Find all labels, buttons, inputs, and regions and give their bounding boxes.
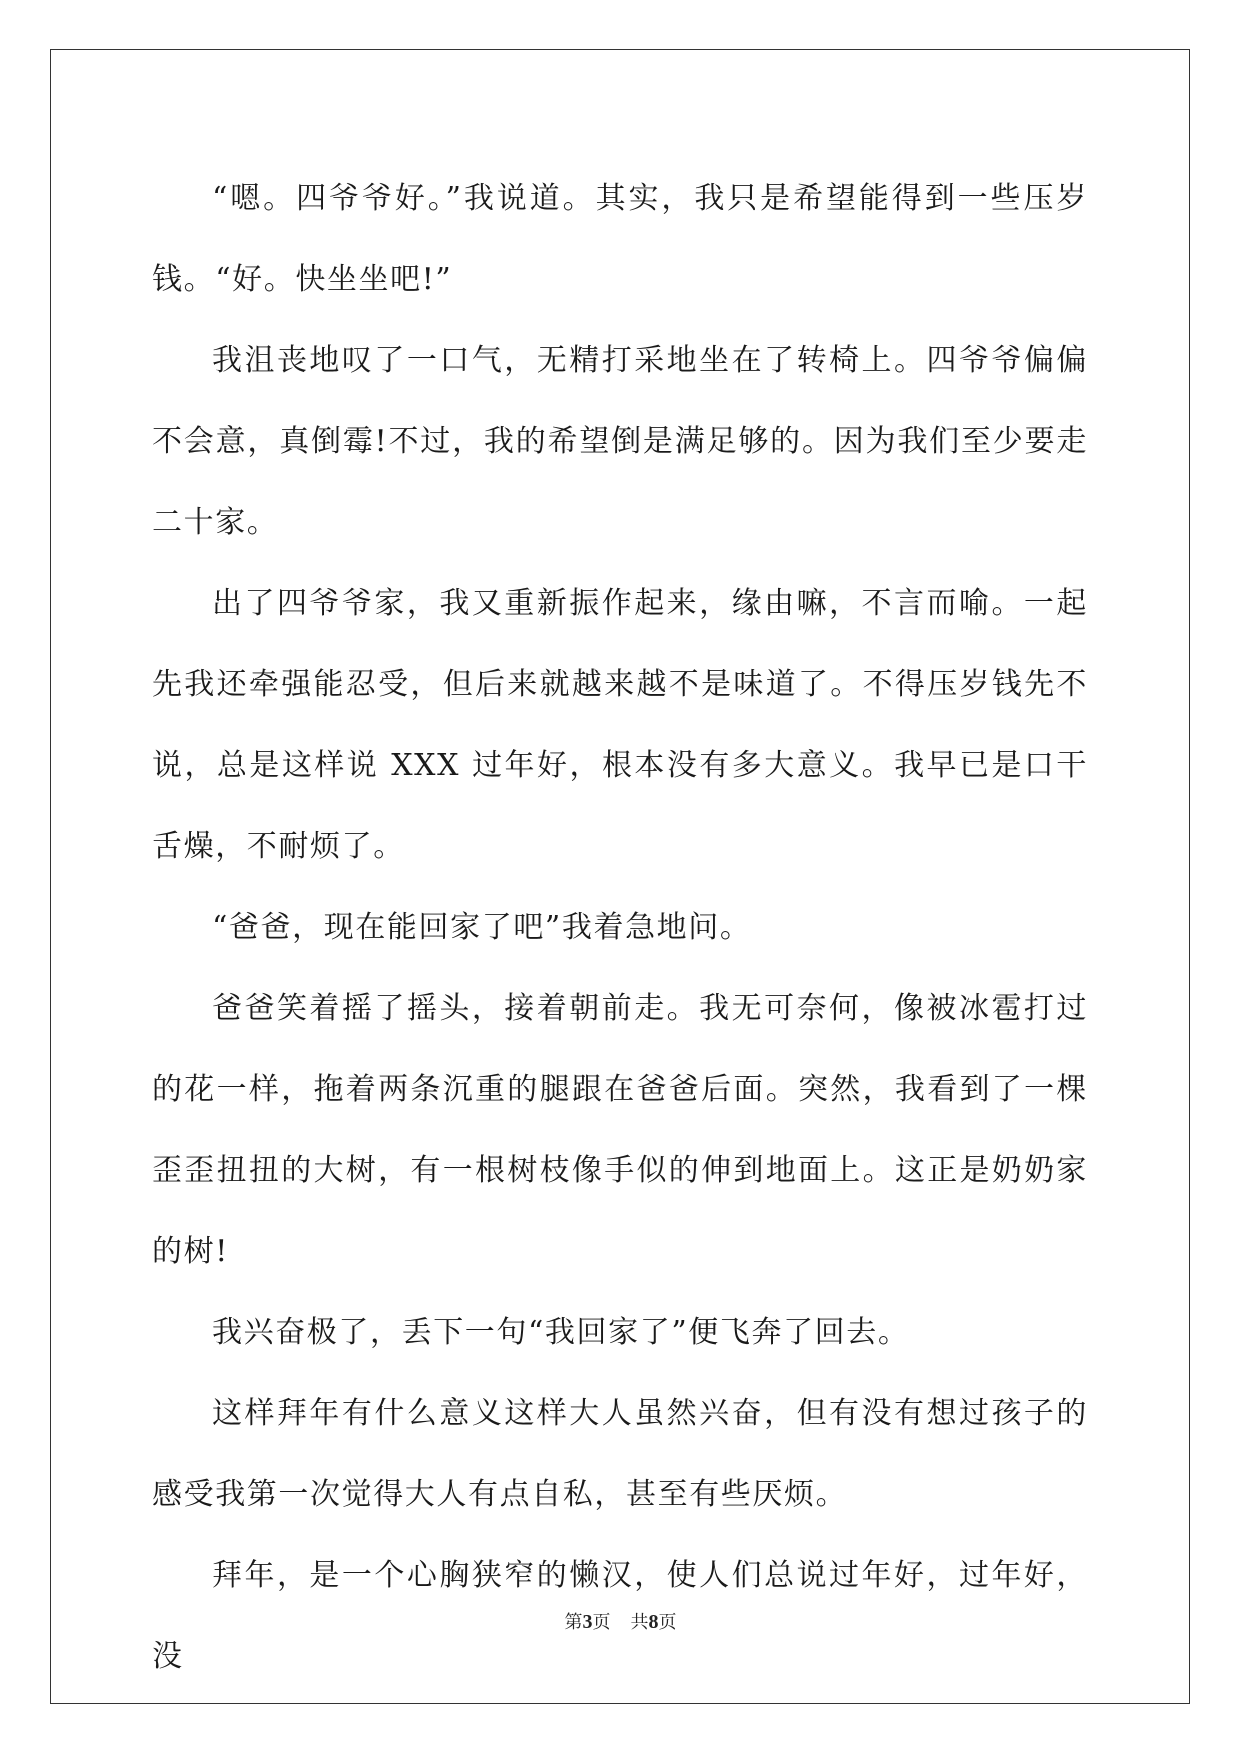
paragraph: 这样拜年有什么意义这样大人虽然兴奋，但有没有想过孩子的感受我第一次觉得大人有点自私，甚至有些厌烦。 [152,1396,1088,1512]
total-pages-number: 8 [648,1611,659,1633]
paragraph: “嗯。四爷爷好。”我说道。其实，我只是希望能得到一些压岁钱。“好。快坐坐吧!” [152,181,1088,297]
total-suffix: 页 [658,1612,677,1633]
page-footer [0,1608,1241,1634]
paragraph: “爸爸，现在能回家了吧”我着急地问。 [212,910,752,945]
page-prefix: 第 [564,1612,583,1633]
document-body [152,158,1088,1697]
paragraph: 爸爸笑着摇了摇头，接着朝前走。我无可奈何，像被冰雹打过的花一样，拖着两条沉重的腿跟在爸爸后面。突然，我看到了一棵歪歪扭扭的大树，有一根树枝像手似的伸到地面上。这正是奶奶家的树! [152,991,1088,1269]
total-prefix: 共 [630,1612,649,1633]
paragraph: 出了四爷爷家，我又重新振作起来，缘由嘛，不言而喻。一起先我还牵强能忍受，但后来就越来越不是味道了。不得压岁钱先不说，总是这样说 XXX 过年好，根本没有多大意义。我早已是口干舌燥，不耐烦了。 [152,586,1088,864]
paragraph: 我沮丧地叹了一口气，无精打采地坐在了转椅上。四爷爷偏偏不会意，真倒霉!不过，我的希望倒是满足够的。因为我们至少要走二十家。 [152,343,1088,540]
current-page-number: 3 [582,1611,593,1633]
page-suffix: 页 [592,1612,611,1633]
paragraph: 拜年，是一个心胸狭窄的懒汉，使人们总说过年好，过年好，没 [152,1558,1088,1674]
paragraph: 我兴奋极了，丢下一句“我回家了”便飞奔了回去。 [212,1315,910,1350]
